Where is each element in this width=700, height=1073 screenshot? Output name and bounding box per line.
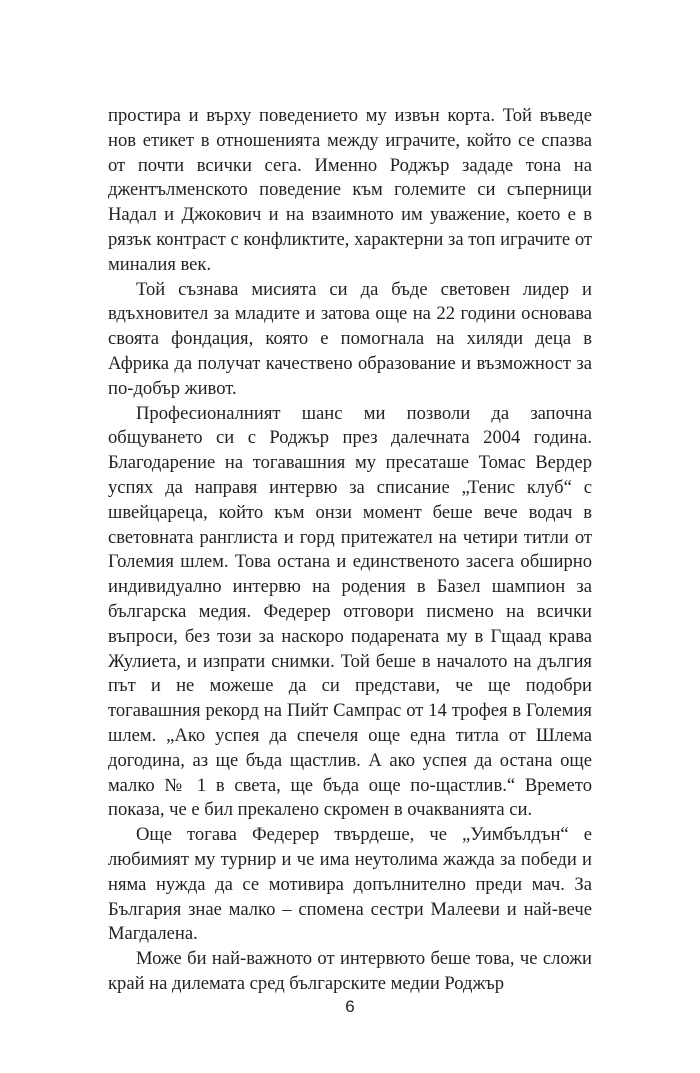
paragraph-wimbledon: Още тогава Федерер твърдеше, че „Уимбълдън“ е любимият му турнир и че има неутолима жажда за победи и няма нужда да се мотивира допълнително преди мач. За България знае малко – спомена сестри Малееви и най-вече Магдалена. xyxy=(108,824,592,945)
paragraph-interview: Професионалният шанс ми позволи да започна общуването си с Роджър през далечната 2004 година. Благодарение на тогавашния му пресаташе Томас Вердер успях да направя интервю за списание „Тенис клуб“ с швейцареца, който към онзи момент беше вече водач в световната ранглиста и горд притежател на четири титли от Големия шлем. Това остана и единственото засега обширно индивидуално интервю на родения в Базел шампион за българска медия. Федерер отговори писмено на всички въпроси, без този за наскоро подарената му в Гщаад крава Жулиета, и изпрати снимки. Той беше в началото на дългия път и не можеше да си представи, че ще подобри тогавашния рекорд на Пийт Сампрас от 14 трофея в Големия шлем. „Ако успея да спечеля още една титла от Шлема догодина, аз ще бъда щастлив. А ако успея да остана още малко № 1 в света, ще бъда още по-щастлив.“ Времето показа, че е бил прекалено скромен в очакванията си. xyxy=(108,402,592,821)
paragraph-continuation: простира и върху поведението му извън корта. Той въведе нов етикет в отношенията между играчите, който се спазва от почти всички сега. Именно Роджър зададе тона на джентълменското поведение към големите си съперници Надал и Джокович и на взаимното им уважение, което е в рязък контраст с конфликтите, характерни за топ играчите от миналия век. xyxy=(108,105,592,275)
page-number: 6 xyxy=(345,997,355,1016)
body-text xyxy=(108,104,592,997)
paragraph-mission: Той съзнава мисията си да бъде световен лидер и вдъхновител за младите и затова още на 22 години основава своята фондация, която е помогнала на хиляди деца в Африка да получат качествено образование и възможност за по-добър живот. xyxy=(108,278,592,399)
paragraph-dilemma: Може би най-важното от интервюто беше това, че сложи край на дилемата сред българските медии Роджър xyxy=(108,948,592,994)
